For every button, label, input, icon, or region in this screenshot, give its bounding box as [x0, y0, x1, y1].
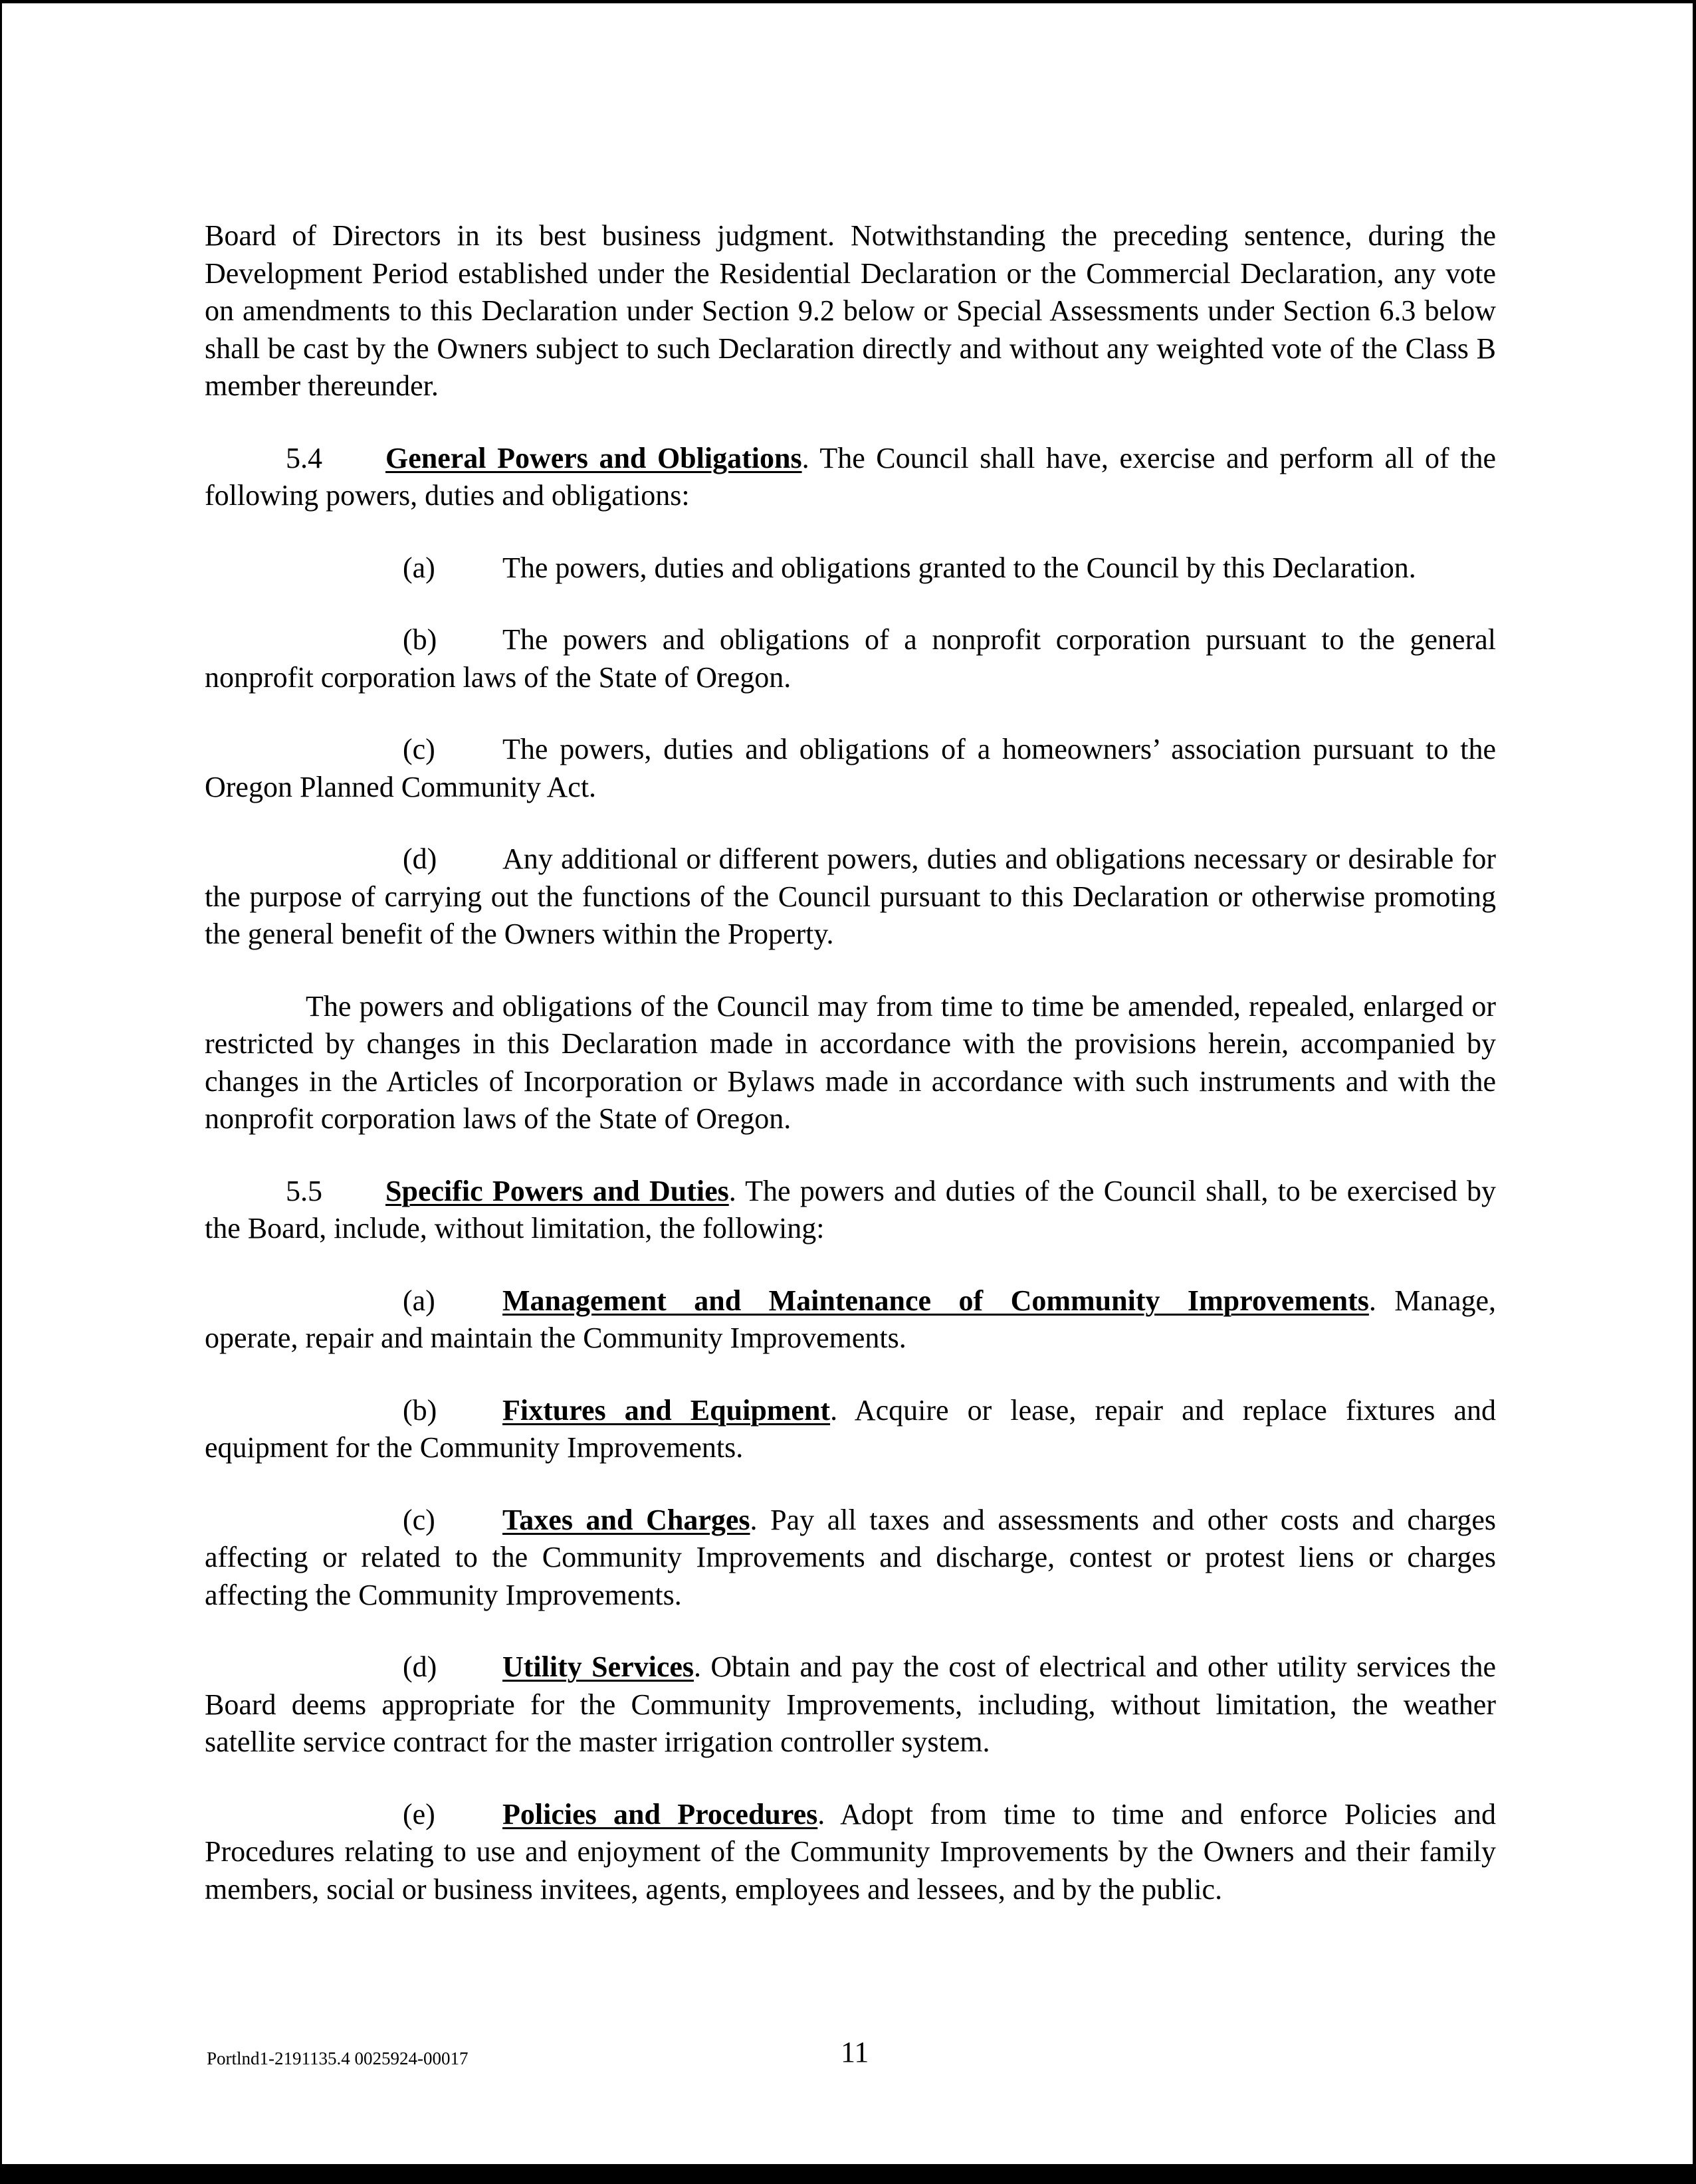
item-text: The powers, duties and obligations granted to the Council by this Declaration. — [502, 551, 1416, 584]
item-heading: Taxes and Charges — [502, 1503, 750, 1536]
item-text: . Manage, operate, repair and maintain the Community Improvements. — [205, 1284, 1497, 1354]
section-text: . The Council shall have, exercise and perform all of the following powers, duties and obligations: — [205, 441, 1496, 512]
document-body — [205, 217, 1496, 1908]
item-label: (e) — [403, 1797, 435, 1831]
item-text: . Adopt from time to time and enforce Policies and Procedures relating to use and enjoyment of the Community Improvements by the Owners and their family members, social or business invitees, agents, employees and lessees, and by the public. — [205, 1797, 1497, 1906]
list-item-5-5-d — [205, 1648, 1496, 1761]
item-label: (a) — [403, 1284, 435, 1317]
item-label: (a) — [403, 551, 435, 584]
section-heading: General Powers and Obligations — [385, 441, 802, 474]
item-text: The powers and obligations of a nonprofit corporation pursuant to the general nonprofit corporation laws of the State of Oregon. — [205, 623, 1496, 694]
item-heading: Fixtures and Equipment — [502, 1393, 831, 1427]
item-label: (b) — [403, 623, 437, 656]
list-item-5-4-c — [205, 731, 1496, 806]
item-label: (b) — [403, 1393, 437, 1427]
item-text: . Pay all taxes and assessments and other costs and charges affecting or related to the Community Improvements and discharge, contest or protest liens or charges affecting the Community Improvements. — [205, 1503, 1496, 1611]
list-item-5-4-b — [205, 621, 1496, 696]
list-item-5-5-c — [205, 1502, 1496, 1615]
section-number: 5.5 — [286, 1174, 322, 1207]
item-label: (c) — [403, 1503, 435, 1536]
item-heading: Management and Maintenance of Community Improvements — [502, 1284, 1369, 1317]
item-text: The powers, duties and obligations of a homeowners’ association pursuant to the Oregon Planned Community Act. — [205, 733, 1496, 803]
list-item-5-4-d — [205, 841, 1496, 953]
item-label: (c) — [403, 733, 435, 765]
list-item-5-4-a — [205, 549, 1496, 587]
intro-paragraph: Board of Directors in its best business judgment. Notwithstanding the preceding sentence, during the Development Period established under the Residential Declaration or the Commercial Declaration, any vote on amendments to this Declaration under Section 9.2 below or Special Assessments under Section 6.3 below shall be cast by the Owners subject to such Declaration directly and without any weighted vote of the Class B member thereunder. — [205, 219, 1496, 402]
scan-border-bottom — [2, 2164, 1693, 2184]
item-text: . Acquire or lease, repair and replace fixtures and equipment for the Community Improvements. — [205, 1393, 1496, 1464]
list-item-5-5-e — [205, 1796, 1496, 1909]
section-5-4 — [205, 440, 1496, 515]
section-heading: Specific Powers and Duties — [385, 1174, 729, 1207]
list-item-5-5-b — [205, 1392, 1496, 1467]
item-label: (d) — [403, 1650, 437, 1683]
section-5-5 — [205, 1173, 1496, 1248]
document-id: Portlnd1-2191135.4 0025924-00017 — [207, 2048, 469, 2068]
item-heading: Policies and Procedures — [502, 1797, 818, 1831]
section-text: . The powers and duties of the Council shall, to be exercised by the Board, include, without limitation, the following: — [205, 1174, 1497, 1244]
item-text: . Obtain and pay the cost of electrical and other utility services the Board deems appropriate for the Community Improvements, including, without limitation, the weather satellite service contract for the master irrigation controller system. — [205, 1650, 1496, 1758]
item-heading: Utility Services — [502, 1650, 694, 1683]
section-number: 5.4 — [286, 441, 322, 474]
closing-paragraph-5-4: The powers and obligations of the Council may from time to time be amended, repealed, enlarged or restricted by changes in this Declaration made in accordance with the provisions herein, accompanied by changes in the Articles of Incorporation or Bylaws made in accordance with such instruments and with the nonprofit corporation laws of the State of Oregon. — [205, 989, 1496, 1135]
item-text: Any additional or different powers, duties and obligations necessary or desirable for the purpose of carrying out the functions of the Council pursuant to this Declaration or otherwise promoting the general benefit of the Owners within the Property. — [205, 843, 1496, 950]
page-number: 11 — [841, 2036, 869, 2068]
item-label: (d) — [403, 843, 437, 875]
list-item-5-5-a — [205, 1282, 1496, 1357]
